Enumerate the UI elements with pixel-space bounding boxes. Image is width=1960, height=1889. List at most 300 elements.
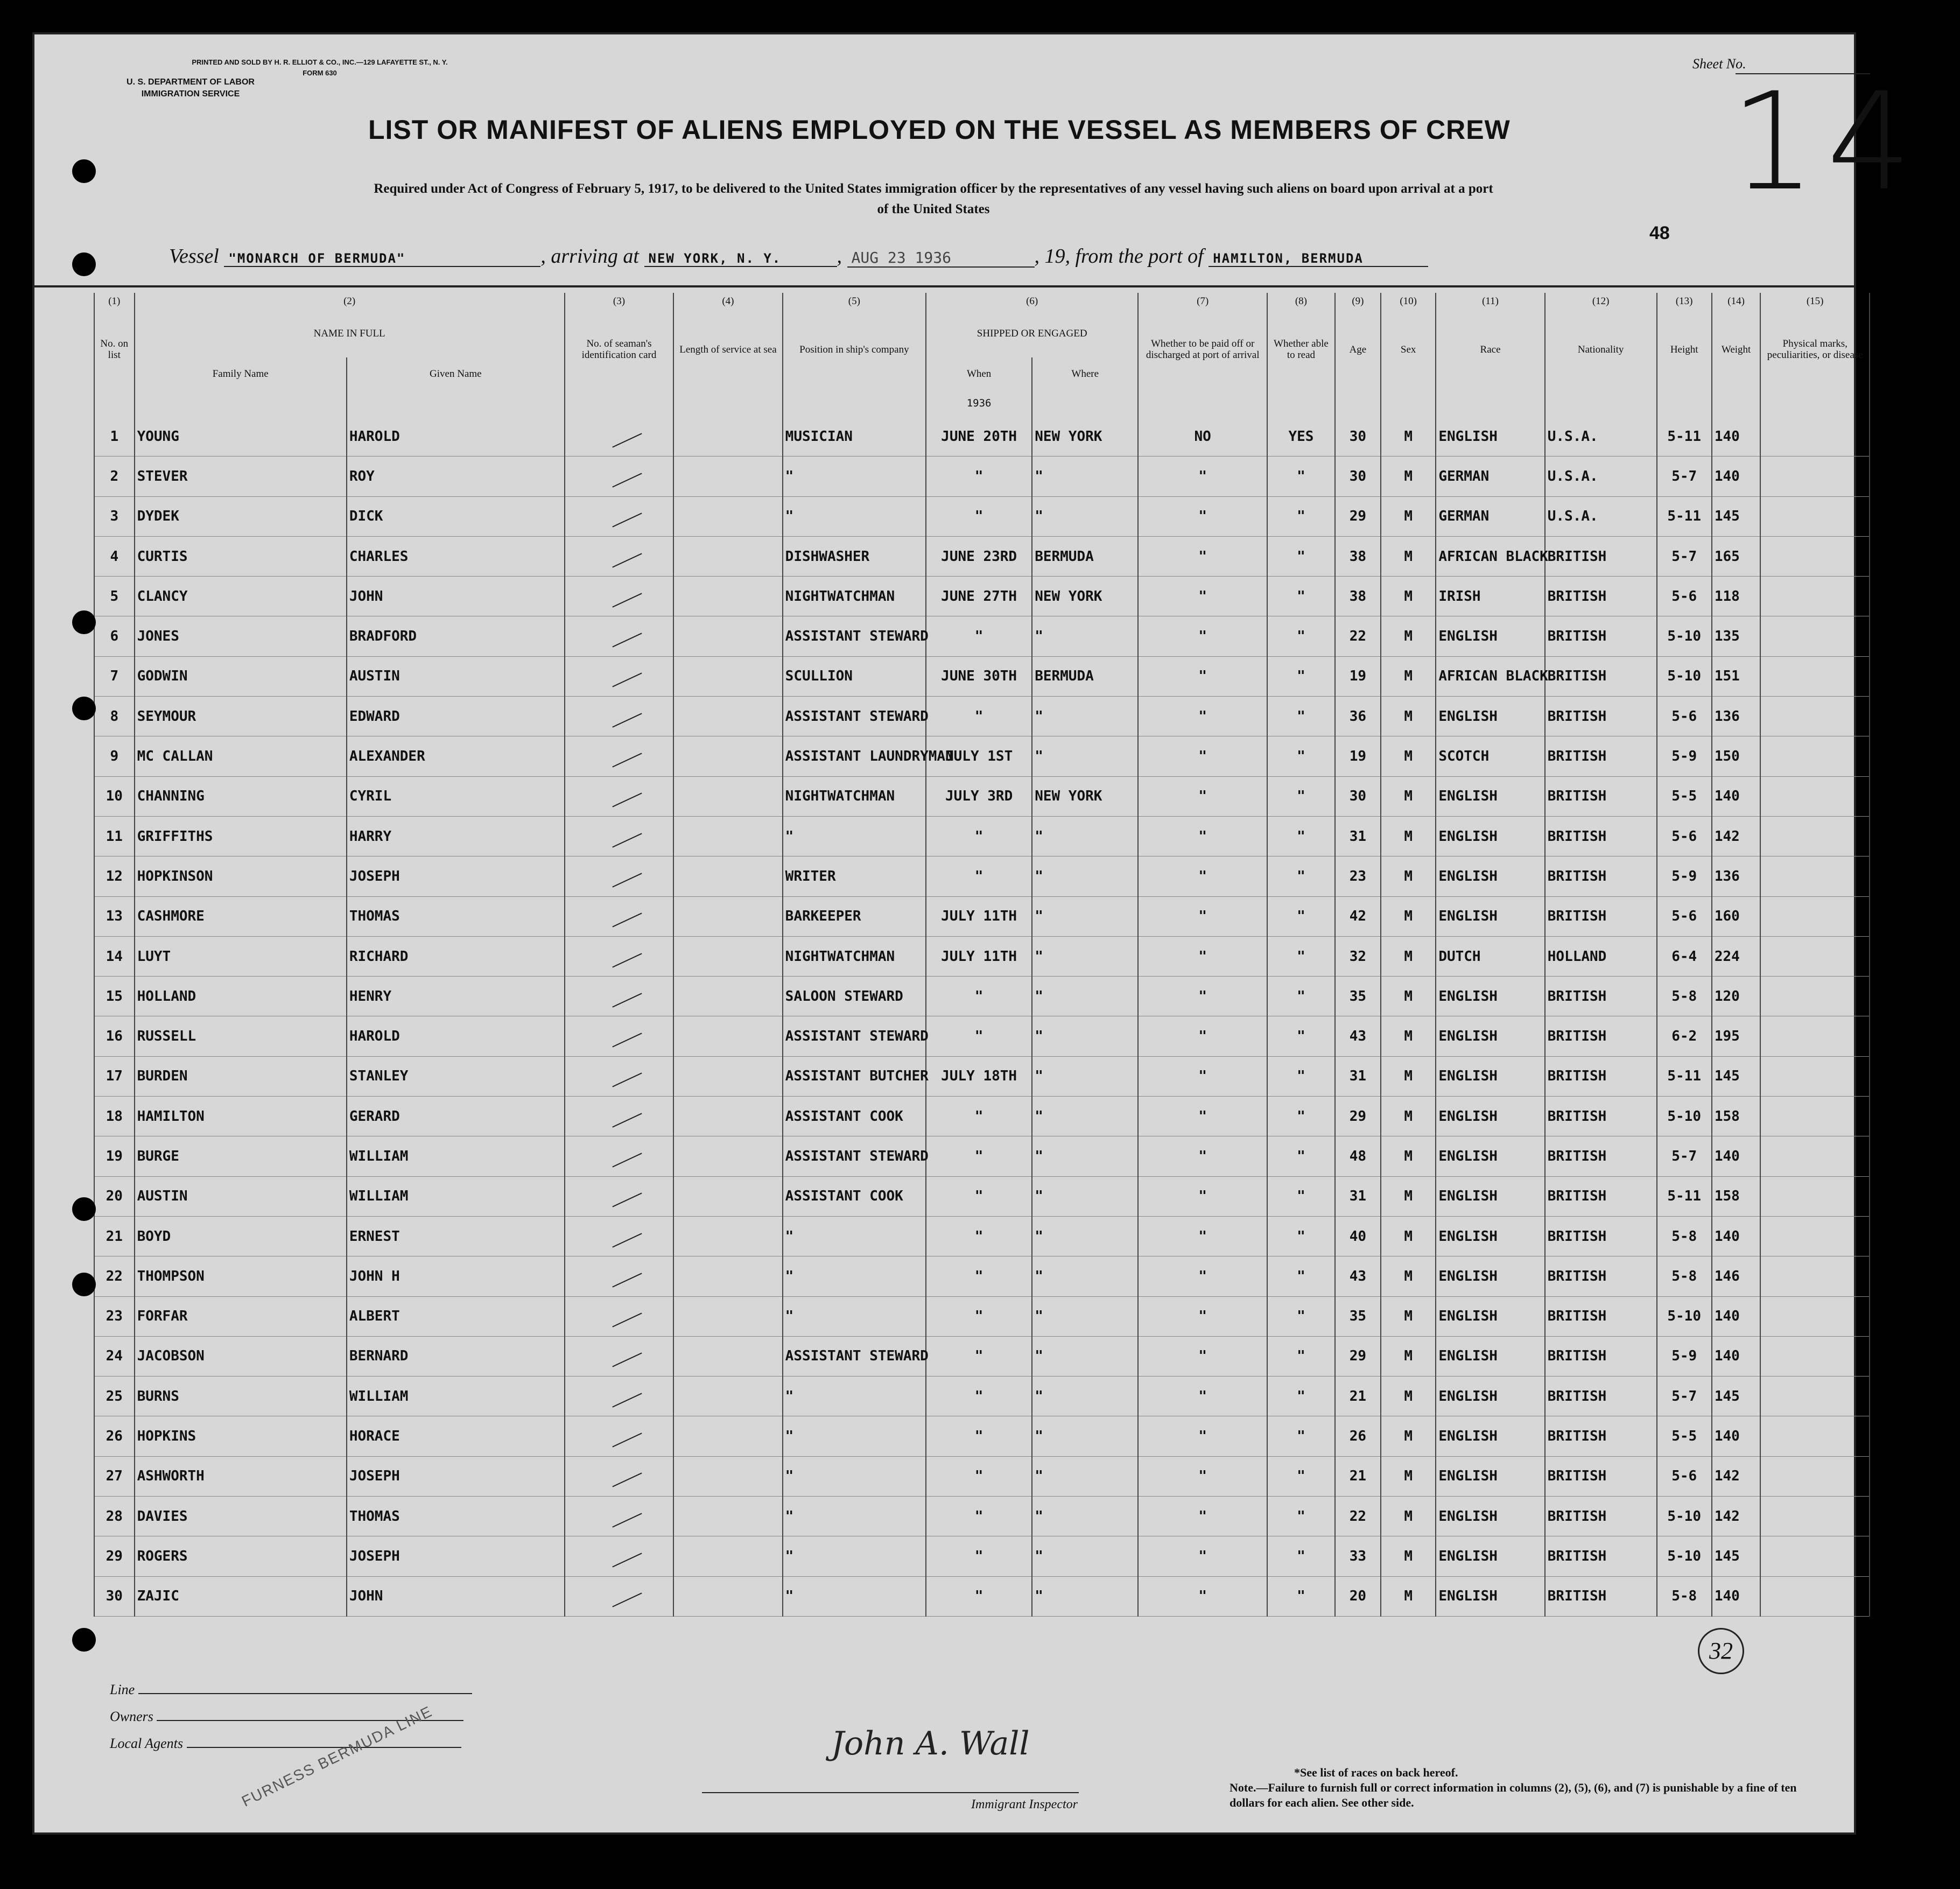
able-to-read: " <box>1267 816 1335 856</box>
col-5-number: (5) <box>783 293 926 309</box>
length-of-service <box>673 496 782 536</box>
age: 36 <box>1335 697 1381 736</box>
weight: 118 <box>1712 577 1761 616</box>
height: 6-2 <box>1657 1016 1712 1056</box>
position: " <box>783 457 926 496</box>
sheet-no-label: Sheet No. <box>1692 56 1746 72</box>
shipped-where: " <box>1032 1056 1138 1096</box>
weight: 120 <box>1712 977 1761 1016</box>
owners-label: Owners <box>110 1709 153 1724</box>
row-number: 8 <box>94 697 135 736</box>
check-mark-icon <box>612 433 642 447</box>
physical-marks <box>1760 1056 1870 1096</box>
paid-off: " <box>1138 936 1267 976</box>
height: 6-4 <box>1657 936 1712 976</box>
col-sex: Sex <box>1381 309 1436 390</box>
race: GERMAN <box>1436 457 1544 496</box>
id-card-mark <box>565 496 673 536</box>
shipped-when: " <box>926 1536 1032 1576</box>
paid-off: " <box>1138 1576 1267 1616</box>
position: ASSISTANT COOK <box>783 1176 926 1216</box>
weight: 140 <box>1712 1136 1761 1176</box>
col-15-number: (15) <box>1760 293 1870 309</box>
paid-off: " <box>1138 1176 1267 1216</box>
col-physical-marks: Physical marks, peculiarities, or disease <box>1760 309 1870 390</box>
id-card-mark <box>565 1536 673 1576</box>
age: 30 <box>1335 457 1381 496</box>
nationality: BRITISH <box>1545 1416 1657 1456</box>
check-mark-icon <box>612 1353 642 1367</box>
id-card-mark <box>565 656 673 696</box>
id-card-mark <box>565 1016 673 1056</box>
shipped-where: " <box>1032 1176 1138 1216</box>
physical-marks <box>1760 1216 1870 1256</box>
row-number: 9 <box>94 736 135 776</box>
table-row <box>94 1456 1870 1496</box>
shipped-where: " <box>1032 1097 1138 1136</box>
shipped-where: " <box>1032 977 1138 1016</box>
sex: M <box>1381 1296 1436 1336</box>
race: ENGLISH <box>1436 1296 1544 1336</box>
shipped-when: " <box>926 1377 1032 1416</box>
subtitle-line-2: of the United States <box>877 202 990 216</box>
nationality: U.S.A. <box>1545 417 1657 457</box>
shipped-where: " <box>1032 896 1138 936</box>
weight: 140 <box>1712 776 1761 816</box>
physical-marks <box>1760 736 1870 776</box>
col-9-number: (9) <box>1335 293 1381 309</box>
sex: M <box>1381 616 1436 656</box>
shipped-when: " <box>926 1416 1032 1456</box>
nationality: BRITISH <box>1545 1176 1657 1216</box>
able-to-read: " <box>1267 1056 1335 1096</box>
check-mark-icon <box>612 913 642 928</box>
check-mark-icon <box>612 1193 642 1207</box>
nationality: BRITISH <box>1545 856 1657 896</box>
id-card-mark <box>565 1456 673 1496</box>
manifest-sheet <box>32 32 1923 1835</box>
height: 5-10 <box>1657 1536 1712 1576</box>
year-label: , 19 <box>1034 245 1065 268</box>
given-name: JOHN <box>347 1576 565 1616</box>
position: WRITER <box>783 856 926 896</box>
nationality: BRITISH <box>1545 1336 1657 1376</box>
sex: M <box>1381 1377 1436 1416</box>
height: 5-10 <box>1657 1497 1712 1536</box>
row-number: 22 <box>94 1256 135 1296</box>
shipped-where: " <box>1032 1456 1138 1496</box>
age: 35 <box>1335 1296 1381 1336</box>
weight: 165 <box>1712 536 1761 576</box>
given-name: ALBERT <box>347 1296 565 1336</box>
paid-off: " <box>1138 1497 1267 1536</box>
sex: M <box>1381 736 1436 776</box>
race: ENGLISH <box>1436 1256 1544 1296</box>
nationality: BRITISH <box>1545 1497 1657 1536</box>
length-of-service <box>673 1336 782 1376</box>
able-to-read: " <box>1267 1416 1335 1456</box>
weight: 140 <box>1712 1416 1761 1456</box>
age: 48 <box>1335 1136 1381 1176</box>
punch-hole <box>72 610 96 634</box>
able-to-read: " <box>1267 577 1335 616</box>
id-card-mark <box>565 1416 673 1456</box>
sex: M <box>1381 1536 1436 1576</box>
sex: M <box>1381 816 1436 856</box>
header-rule <box>34 285 1854 287</box>
arriving-label: , arriving at <box>540 245 639 268</box>
position: " <box>783 1497 926 1536</box>
position: ASSISTANT COOK <box>783 1097 926 1136</box>
paid-off: " <box>1138 736 1267 776</box>
paid-off: " <box>1138 616 1267 656</box>
col-8-number: (8) <box>1267 293 1335 309</box>
race: ENGLISH <box>1436 896 1544 936</box>
physical-marks <box>1760 697 1870 736</box>
nationality: BRITISH <box>1545 616 1657 656</box>
table-row <box>94 697 1870 736</box>
physical-marks <box>1760 1256 1870 1296</box>
nationality: BRITISH <box>1545 1097 1657 1136</box>
form-number: FORM 630 <box>303 69 337 77</box>
position: " <box>783 1256 926 1296</box>
length-of-service <box>673 616 782 656</box>
given-name: CHARLES <box>347 536 565 576</box>
shipped-when: JULY 1ST <box>926 736 1032 776</box>
age: 30 <box>1335 776 1381 816</box>
nationality: BRITISH <box>1545 816 1657 856</box>
nationality: BRITISH <box>1545 656 1657 696</box>
col-no-on-list: No. on list <box>94 309 135 390</box>
age: 29 <box>1335 1336 1381 1376</box>
paid-off: " <box>1138 1016 1267 1056</box>
row-number: 4 <box>94 536 135 576</box>
shipped-when: " <box>926 1176 1032 1216</box>
id-card-mark <box>565 977 673 1016</box>
row-number: 28 <box>94 1497 135 1536</box>
family-name: CLANCY <box>135 577 347 616</box>
shipped-where: BERMUDA <box>1032 536 1138 576</box>
physical-marks <box>1760 1016 1870 1056</box>
year-entry: 1936 <box>926 390 1032 417</box>
sex: M <box>1381 1256 1436 1296</box>
race: ENGLISH <box>1436 1136 1544 1176</box>
physical-marks <box>1760 1377 1870 1416</box>
shipped-where: " <box>1032 1016 1138 1056</box>
row-number: 24 <box>94 1336 135 1376</box>
row-number: 25 <box>94 1377 135 1416</box>
height: 5-8 <box>1657 1216 1712 1256</box>
punch-hole <box>72 159 96 183</box>
page-subtitle <box>153 179 1714 220</box>
col-where: Where <box>1032 357 1138 390</box>
check-mark-icon <box>612 1513 642 1527</box>
row-number: 20 <box>94 1176 135 1216</box>
sex: M <box>1381 1097 1436 1136</box>
row-number: 12 <box>94 856 135 896</box>
shipped-when: " <box>926 1136 1032 1176</box>
age: 21 <box>1335 1456 1381 1496</box>
age: 31 <box>1335 816 1381 856</box>
length-of-service <box>673 1536 782 1576</box>
age: 22 <box>1335 1497 1381 1536</box>
table-row <box>94 1336 1870 1376</box>
able-to-read: " <box>1267 856 1335 896</box>
line-blank <box>138 1693 472 1694</box>
table-row <box>94 1016 1870 1056</box>
table-row <box>94 896 1870 936</box>
age: 43 <box>1335 1016 1381 1056</box>
length-of-service <box>673 1456 782 1496</box>
check-mark-icon <box>612 1432 642 1447</box>
printer-line: PRINTED AND SOLD BY H. R. ELLIOT & CO., INC.—129 LAFAYETTE ST., N. Y. <box>192 58 448 66</box>
from-label: , from the port of <box>1065 245 1204 268</box>
length-of-service <box>673 536 782 576</box>
id-card-mark <box>565 1176 673 1216</box>
family-name: LUYT <box>135 936 347 976</box>
shipped-when: " <box>926 496 1032 536</box>
given-name: ALEXANDER <box>347 736 565 776</box>
position: NIGHTWATCHMAN <box>783 577 926 616</box>
shipped-when: JUNE 20TH <box>926 417 1032 457</box>
weight: 145 <box>1712 1056 1761 1096</box>
col-1-number: (1) <box>94 293 135 309</box>
height: 5-7 <box>1657 457 1712 496</box>
paid-off: " <box>1138 496 1267 536</box>
row-number: 14 <box>94 936 135 976</box>
col-height: Height <box>1657 309 1712 390</box>
id-card-mark <box>565 1336 673 1376</box>
height: 5-11 <box>1657 417 1712 457</box>
check-mark-icon <box>612 953 642 967</box>
col-12-number: (12) <box>1545 293 1657 309</box>
length-of-service <box>673 1256 782 1296</box>
id-card-mark <box>565 896 673 936</box>
vessel-label: Vessel <box>169 245 219 268</box>
shipped-where: " <box>1032 1576 1138 1616</box>
check-mark-icon <box>612 1593 642 1607</box>
table-row <box>94 1176 1870 1216</box>
able-to-read: " <box>1267 1456 1335 1496</box>
nationality: BRITISH <box>1545 1256 1657 1296</box>
check-mark-icon <box>612 1273 642 1287</box>
position: ASSISTANT STEWARD <box>783 1136 926 1176</box>
height: 5-6 <box>1657 1456 1712 1496</box>
weight: 145 <box>1712 1377 1761 1416</box>
given-name: HAROLD <box>347 417 565 457</box>
height: 5-11 <box>1657 496 1712 536</box>
given-name: GERARD <box>347 1097 565 1136</box>
able-to-read: " <box>1267 936 1335 976</box>
shipped-when: " <box>926 1336 1032 1376</box>
shipped-when: JULY 11TH <box>926 896 1032 936</box>
table-header <box>94 293 1870 417</box>
family-name: HOPKINSON <box>135 856 347 896</box>
punch-hole <box>72 1628 96 1652</box>
position: " <box>783 1416 926 1456</box>
weight: 140 <box>1712 1296 1761 1336</box>
physical-marks <box>1760 776 1870 816</box>
length-of-service <box>673 697 782 736</box>
paid-off: " <box>1138 697 1267 736</box>
height: 5-8 <box>1657 1576 1712 1616</box>
col-race: Race <box>1436 309 1544 390</box>
given-name: BRADFORD <box>347 616 565 656</box>
weight: 142 <box>1712 1497 1761 1536</box>
given-name: HORACE <box>347 1416 565 1456</box>
height: 5-10 <box>1657 656 1712 696</box>
paid-off: " <box>1138 1377 1267 1416</box>
position: " <box>783 1536 926 1576</box>
given-name: EDWARD <box>347 697 565 736</box>
physical-marks <box>1760 1536 1870 1576</box>
col-able-to-read: Whether able to read <box>1267 309 1335 390</box>
row-number: 18 <box>94 1097 135 1136</box>
sex: M <box>1381 496 1436 536</box>
position: " <box>783 1456 926 1496</box>
given-name: HENRY <box>347 977 565 1016</box>
col-7-number: (7) <box>1138 293 1267 309</box>
shipped-when: " <box>926 977 1032 1016</box>
table-row <box>94 1497 1870 1536</box>
given-name: BERNARD <box>347 1336 565 1376</box>
shipped-when: JUNE 30TH <box>926 656 1032 696</box>
physical-marks <box>1760 1416 1870 1456</box>
nationality: HOLLAND <box>1545 936 1657 976</box>
age: 26 <box>1335 1416 1381 1456</box>
race: ENGLISH <box>1436 616 1544 656</box>
weight: 158 <box>1712 1176 1761 1216</box>
table-row <box>94 1416 1870 1456</box>
id-card-mark <box>565 1256 673 1296</box>
physical-marks <box>1760 896 1870 936</box>
position: ASSISTANT STEWARD <box>783 697 926 736</box>
table-row <box>94 977 1870 1016</box>
race: ENGLISH <box>1436 1416 1544 1456</box>
row-number: 19 <box>94 1136 135 1176</box>
col-10-number: (10) <box>1381 293 1436 309</box>
given-name: JOSEPH <box>347 1456 565 1496</box>
circled-number: 32 <box>1698 1628 1744 1674</box>
table-row <box>94 457 1870 496</box>
vessel-name: "MONARCH OF BERMUDA" <box>224 251 540 267</box>
paid-off: " <box>1138 977 1267 1016</box>
paid-off: " <box>1138 1336 1267 1376</box>
shipped-when: " <box>926 1576 1032 1616</box>
shipped-where: NEW YORK <box>1032 776 1138 816</box>
family-name: THOMPSON <box>135 1256 347 1296</box>
position: ASSISTANT STEWARD <box>783 1016 926 1056</box>
check-mark-icon <box>612 713 642 727</box>
length-of-service <box>673 457 782 496</box>
given-name: AUSTIN <box>347 656 565 696</box>
sex: M <box>1381 1576 1436 1616</box>
paid-off: " <box>1138 1296 1267 1336</box>
id-card-mark <box>565 616 673 656</box>
position: " <box>783 496 926 536</box>
race: ENGLISH <box>1436 1576 1544 1616</box>
sex: M <box>1381 457 1436 496</box>
company-stamp: FURNESS BERMUDA LINE <box>239 1703 435 1810</box>
able-to-read: " <box>1267 1216 1335 1256</box>
weight: 140 <box>1712 1576 1761 1616</box>
able-to-read: " <box>1267 457 1335 496</box>
table-row <box>94 616 1870 656</box>
vessel-line: Vessel "MONARCH OF BERMUDA" , arriving at NEW YORK, N. Y. , AUG 23 1936 , 19, from the port of HAMILTON, BERMUDA <box>169 244 1428 268</box>
shipped-where: " <box>1032 1256 1138 1296</box>
position: " <box>783 816 926 856</box>
physical-marks <box>1760 816 1870 856</box>
able-to-read: " <box>1267 776 1335 816</box>
nationality: BRITISH <box>1545 536 1657 576</box>
shipped-when: " <box>926 1097 1032 1136</box>
check-mark-icon <box>612 633 642 648</box>
check-mark-icon <box>612 1473 642 1487</box>
given-name: WILLIAM <box>347 1136 565 1176</box>
col-name-in-full: NAME IN FULL <box>135 309 565 357</box>
nationality: BRITISH <box>1545 1296 1657 1336</box>
age: 20 <box>1335 1576 1381 1616</box>
race: ENGLISH <box>1436 816 1544 856</box>
position: " <box>783 1296 926 1336</box>
sex: M <box>1381 776 1436 816</box>
id-card-mark <box>565 936 673 976</box>
physical-marks <box>1760 457 1870 496</box>
sex: M <box>1381 536 1436 576</box>
weight: 140 <box>1712 457 1761 496</box>
weight: 140 <box>1712 1216 1761 1256</box>
row-number: 6 <box>94 616 135 656</box>
height: 5-7 <box>1657 1377 1712 1416</box>
id-card-mark <box>565 736 673 776</box>
given-name: JOSEPH <box>347 1536 565 1576</box>
position: NIGHTWATCHMAN <box>783 936 926 976</box>
table-row <box>94 536 1870 576</box>
table-row <box>94 656 1870 696</box>
table-row <box>94 936 1870 976</box>
position: SCULLION <box>783 656 926 696</box>
race: ENGLISH <box>1436 1056 1544 1096</box>
sex: M <box>1381 1176 1436 1216</box>
shipped-where: " <box>1032 936 1138 976</box>
able-to-read: " <box>1267 1176 1335 1216</box>
length-of-service <box>673 1416 782 1456</box>
check-mark-icon <box>612 673 642 687</box>
physical-marks <box>1760 1296 1870 1336</box>
family-name: BOYD <box>135 1216 347 1256</box>
check-mark-icon <box>612 593 642 607</box>
family-name: JONES <box>135 616 347 656</box>
weight: 136 <box>1712 697 1761 736</box>
signature-line <box>702 1792 1079 1793</box>
position: ASSISTANT LAUNDRYMAN <box>783 736 926 776</box>
table-row <box>94 496 1870 536</box>
race: ENGLISH <box>1436 1377 1544 1416</box>
length-of-service <box>673 936 782 976</box>
sex: M <box>1381 1216 1436 1256</box>
col-when: When <box>926 357 1032 390</box>
shipped-when: " <box>926 1456 1032 1496</box>
length-of-service <box>673 1176 782 1216</box>
id-card-mark <box>565 1136 673 1176</box>
nationality: BRITISH <box>1545 977 1657 1016</box>
department-heading <box>78 76 304 100</box>
given-name: DICK <box>347 496 565 536</box>
row-number: 13 <box>94 896 135 936</box>
family-name: FORFAR <box>135 1296 347 1336</box>
shipped-where: " <box>1032 697 1138 736</box>
punch-hole <box>72 252 96 276</box>
